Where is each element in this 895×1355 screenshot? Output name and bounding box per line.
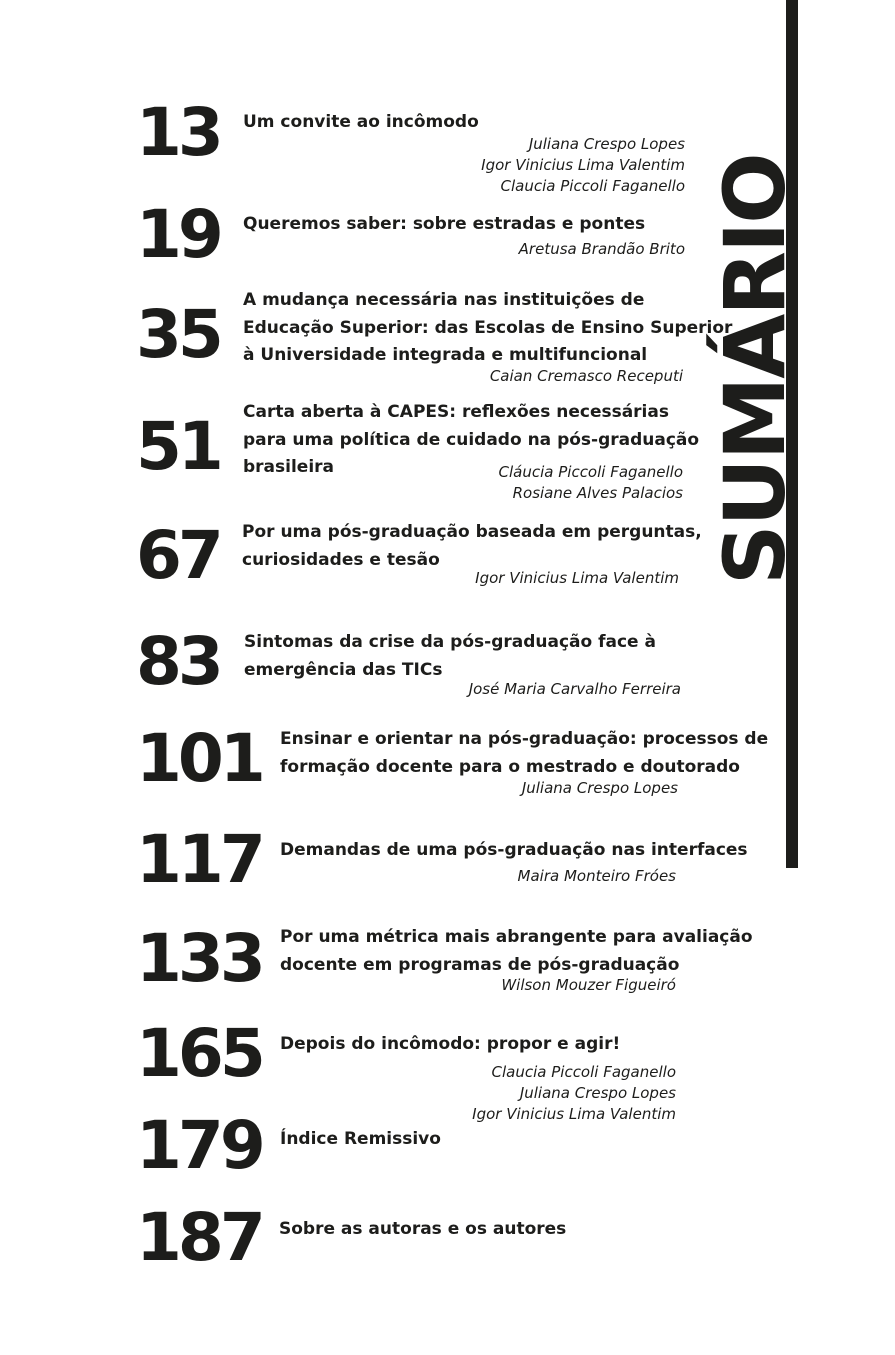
- entry-author: Maira Monteiro Fróes: [517, 867, 676, 885]
- entry-title-line: para uma política de cuidado na pós-graduação: [243, 429, 700, 450]
- entry-author: Claucia Piccoli Faganello: [500, 177, 685, 195]
- entry-author: Juliana Crespo Lopes: [521, 779, 678, 797]
- entry-title-line: formação docente para o mestrado e doutorado: [280, 756, 740, 777]
- entry-author: Juliana Crespo Lopes: [519, 1084, 676, 1102]
- entry-author: Caian Cremasco Receputi: [489, 367, 683, 385]
- entry-title-line: Índice Remissivo: [280, 1129, 441, 1149]
- page-number: 117: [136, 821, 262, 898]
- entry-title-line: Sobre as autoras e os autores: [279, 1219, 567, 1239]
- page-number: 83: [136, 623, 220, 700]
- page-title: SUMÁRIO: [706, 154, 804, 585]
- entry-author: Wilson Mouzer Figueiró: [501, 976, 676, 994]
- page-number: 51: [136, 408, 220, 485]
- entry-author: Igor Vinicius Lima Valentim: [475, 569, 679, 587]
- entry-title-line: Demandas de uma pós-graduação nas interfaces: [280, 840, 748, 860]
- entry-title-line: Um convite ao incômodo: [243, 112, 479, 132]
- entry-title-line: Depois do incômodo: propor e agir!: [280, 1034, 621, 1054]
- entry-author: José Maria Carvalho Ferreira: [468, 680, 681, 698]
- page-number: 133: [136, 920, 262, 997]
- entry-title-line: Sintomas da crise da pós-graduação face à: [244, 632, 656, 652]
- entry-author: Cláucia Piccoli Faganello: [498, 463, 683, 481]
- page-number: 165: [136, 1015, 262, 1092]
- entry-author: Aretusa Brandão Brito: [518, 240, 685, 258]
- entry-title-line: Por uma pós-graduação baseada em perguntas,: [242, 522, 702, 542]
- entry-title-line: docente em programas de pós-graduação: [280, 954, 680, 975]
- entry-author: Juliana Crespo Lopes: [528, 135, 685, 153]
- entry-title-line: emergência das TICs: [244, 659, 443, 680]
- entry-title-line: Ensinar e orientar na pós-graduação: processos de: [280, 729, 769, 749]
- page-number: 67: [136, 517, 220, 594]
- entry-title-line: Queremos saber: sobre estradas e pontes: [243, 214, 646, 234]
- page-number: 35: [136, 296, 220, 373]
- page-number: 13: [136, 94, 220, 171]
- entry-title-line: curiosidades e tesão: [242, 549, 440, 570]
- entry-author: Rosiane Alves Palacios: [512, 484, 683, 502]
- page-number: 101: [136, 720, 262, 797]
- entry-author: Igor Vinicius Lima Valentim: [481, 156, 685, 174]
- entry-title-line: A mudança necessária nas instituições de: [243, 290, 645, 310]
- page-number: 187: [136, 1199, 262, 1276]
- entry-title-line: Por uma métrica mais abrangente para avaliação: [280, 927, 753, 947]
- page-number: 179: [136, 1107, 262, 1184]
- page-number: 19: [136, 196, 220, 273]
- entry-title-line: Educação Superior: das Escolas de Ensino Superior: [243, 317, 733, 338]
- entry-author: Claucia Piccoli Faganello: [491, 1063, 676, 1081]
- entry-title-line: brasileira: [243, 457, 335, 477]
- entry-title-line: à Universidade integrada e multifuncional: [243, 345, 648, 365]
- entry-author: Igor Vinicius Lima Valentim: [472, 1105, 676, 1123]
- entry-title-line: Carta aberta à CAPES: reflexões necessárias: [243, 402, 669, 422]
